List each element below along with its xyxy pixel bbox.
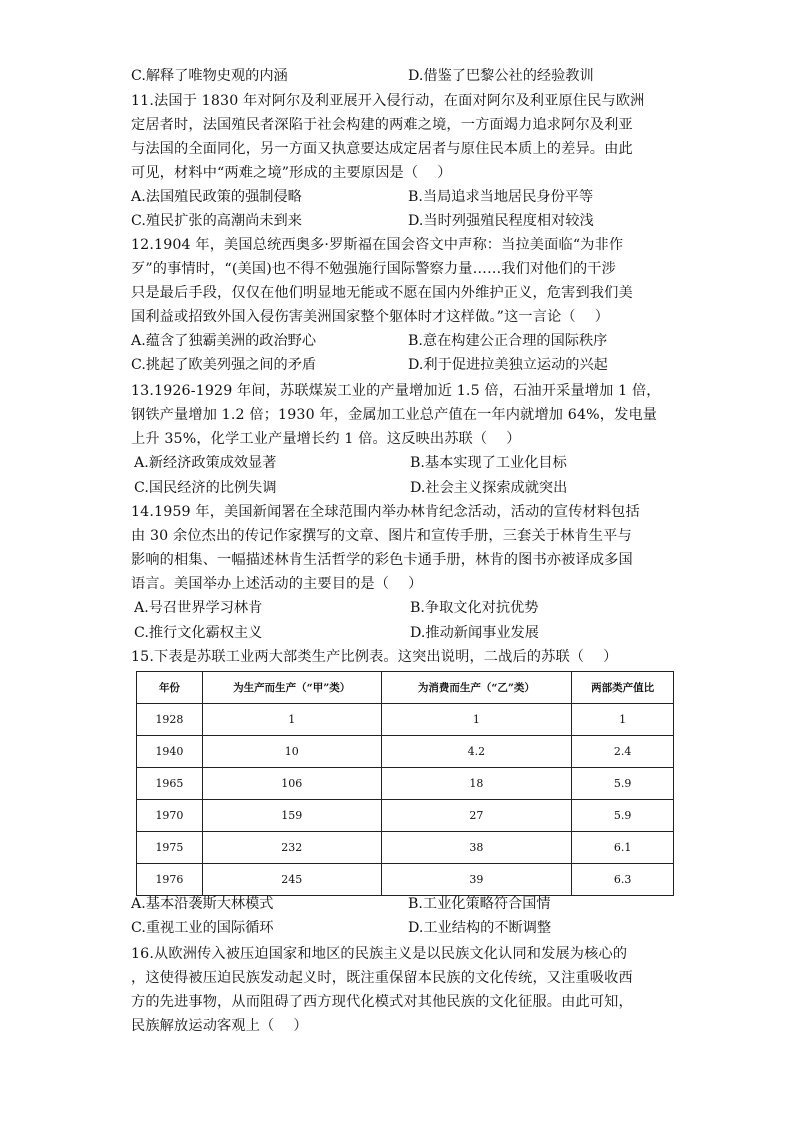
cell-light: 4.2	[381, 736, 572, 768]
question-text-line: 只是最后手段，仅仅在他们明显地无能或不愿在国内外维护正义，危害到我们美	[131, 285, 633, 301]
q12-option-b[interactable]: B.意在构建公正合理的国际秩序	[408, 333, 608, 349]
table-header-row	[137, 672, 674, 704]
cell-ratio: 6.1	[572, 832, 674, 864]
cell-year: 1976	[137, 864, 203, 896]
cell-light: 38	[381, 832, 572, 864]
header-heavy-industry: 为生产而生产（“甲”类）	[202, 672, 381, 704]
cell-heavy: 159	[202, 800, 381, 832]
cell-year: 1965	[137, 768, 203, 800]
question-text-line: 13.1926-1929 年间，苏联煤炭工业的产量增加近 1.5 倍，石油开采量增加 1 倍，	[131, 383, 661, 399]
q15-option-d[interactable]: D.工业结构的不断调整	[408, 920, 552, 936]
q14-option-d[interactable]: D.推动新闻事业发展	[410, 625, 539, 641]
question-text-line: 钢铁产量增加 1.2 倍；1930 年，金属加工业总产值在一年内就增加 64%，发电量	[131, 407, 658, 423]
cell-light: 27	[381, 800, 572, 832]
question-text-line: 上升 35%，化学工业产量增长约 1 倍。这反映出苏联（ ）	[131, 431, 521, 447]
cell-heavy: 106	[202, 768, 381, 800]
question-text-line: 16.从欧洲传入被压迫国家和地区的民族主义是以民族文化认同和发展为核心的	[131, 946, 628, 962]
q15-option-a[interactable]: A.基本沿袭斯大林模式	[131, 896, 274, 912]
q10-option-d[interactable]: D.借鉴了巴黎公社的经验教训	[408, 68, 594, 84]
cell-heavy: 10	[202, 736, 381, 768]
q11-option-d[interactable]: D.当时列强殖民程度相对较浅	[408, 213, 594, 229]
question-text-line: 14.1959 年，美国新闻署在全球范围内举办林肯纪念活动，活动的宣传材料包括	[131, 504, 640, 520]
q11-option-c[interactable]: C.殖民扩张的高潮尚未到来	[131, 213, 302, 229]
q14-option-c[interactable]: C.推行文化霸权主义	[134, 625, 263, 641]
question-text-line: 国利益或招致外国入侵伤害美洲国家整个躯体时才这样做。”这一言论（ ）	[131, 309, 610, 325]
cell-year: 1928	[137, 704, 203, 736]
q13-option-a[interactable]: A.新经济政策成效显著	[134, 455, 277, 471]
cell-ratio: 5.9	[572, 800, 674, 832]
q13-option-b[interactable]: B.基本实现了工业化目标	[410, 455, 567, 471]
question-text-line: 定居者时，法国殖民者深陷于社会构建的两难之境，一方面竭力追求阿尔及利亚	[131, 117, 633, 133]
question-text-line: 语言。美国举办上述活动的主要目的是（ ）	[131, 576, 423, 592]
question-text-line: 12.1904 年，美国总统西奥多·罗斯福在国会咨文中声称：当拉美面临“为非作	[131, 237, 624, 253]
cell-heavy: 232	[202, 832, 381, 864]
header-ratio: 两部类产值比	[572, 672, 674, 704]
q14-option-a[interactable]: A.号召世界学习林肯	[134, 600, 263, 616]
q13-option-d[interactable]: D.社会主义探索成就突出	[410, 480, 568, 496]
question-text-line: 歹”的事情时，“(美国)也不得不勉强施行国际警察力量……我们对他们的干涉	[131, 261, 616, 277]
q13-option-c[interactable]: C.国民经济的比例失调	[134, 480, 277, 496]
question-text-line: 与法国的全面同化，另一方面又执意要达成定居者与原住民本质上的差异。由此	[131, 141, 633, 157]
cell-ratio: 6.3	[572, 864, 674, 896]
q15-option-c[interactable]: C.重视工业的国际循环	[131, 920, 274, 936]
table-row	[137, 864, 674, 896]
q12-option-d[interactable]: D.利于促进拉美独立运动的兴起	[408, 357, 608, 373]
cell-light: 39	[381, 864, 572, 896]
question-text-line: 影响的相集、一幅描述林肯生活哲学的彩色卡通手册，林肯的图书亦被译成多国	[131, 552, 633, 568]
production-ratio-table	[136, 671, 674, 896]
cell-light: 1	[381, 704, 572, 736]
q11-option-a[interactable]: A.法国殖民政策的强制侵略	[131, 189, 302, 205]
q15-option-b[interactable]: B.工业化策略符合国情	[408, 896, 551, 912]
q14-option-b[interactable]: B.争取文化对抗优势	[410, 600, 539, 616]
cell-year: 1975	[137, 832, 203, 864]
q10-option-c[interactable]: C.解释了唯物史观的内涵	[131, 68, 288, 84]
cell-year: 1970	[137, 800, 203, 832]
cell-heavy: 245	[202, 864, 381, 896]
question-text-line: 11.法国于 1830 年对阿尔及利亚展开入侵行动，在面对阿尔及利亚原住民与欧洲	[131, 93, 645, 109]
question-text-line: 15.下表是苏联工业两大部类生产比例表。这突出说明，二战后的苏联（ ）	[131, 649, 618, 665]
cell-ratio: 1	[572, 704, 674, 736]
q12-option-a[interactable]: A.蕴含了独霸美洲的政治野心	[131, 333, 317, 349]
header-year: 年份	[137, 672, 203, 704]
table-row	[137, 736, 674, 768]
table-row	[137, 832, 674, 864]
table-row	[137, 768, 674, 800]
cell-year: 1940	[137, 736, 203, 768]
table-row	[137, 800, 674, 832]
table-row	[137, 704, 674, 736]
question-text-line: 民族解放运动客观上（ ）	[131, 1018, 308, 1034]
q11-option-b[interactable]: B.当局追求当地居民身份平等	[408, 189, 594, 205]
question-text-line: ，这使得被压迫民族发动起义时，既注重保留本民族的文化传统，又注重吸收西	[131, 970, 633, 986]
header-light-industry: 为消费而生产（“乙”类）	[381, 672, 572, 704]
question-text-line: 由 30 余位杰出的传记作家撰写的文章、图片和宣传手册，三套关于林肯生平与	[131, 528, 632, 544]
cell-ratio: 2.4	[572, 736, 674, 768]
cell-heavy: 1	[202, 704, 381, 736]
q12-option-c[interactable]: C.挑起了欧美列强之间的矛盾	[131, 357, 317, 373]
question-text-line: 可见，材料中“两难之境”形成的主要原因是（ ）	[131, 165, 452, 181]
cell-light: 18	[381, 768, 572, 800]
cell-ratio: 5.9	[572, 768, 674, 800]
question-text-line: 方的先进事物，从而阻碍了西方现代化模式对其他民族的文化征服。由此可知，	[131, 994, 633, 1010]
